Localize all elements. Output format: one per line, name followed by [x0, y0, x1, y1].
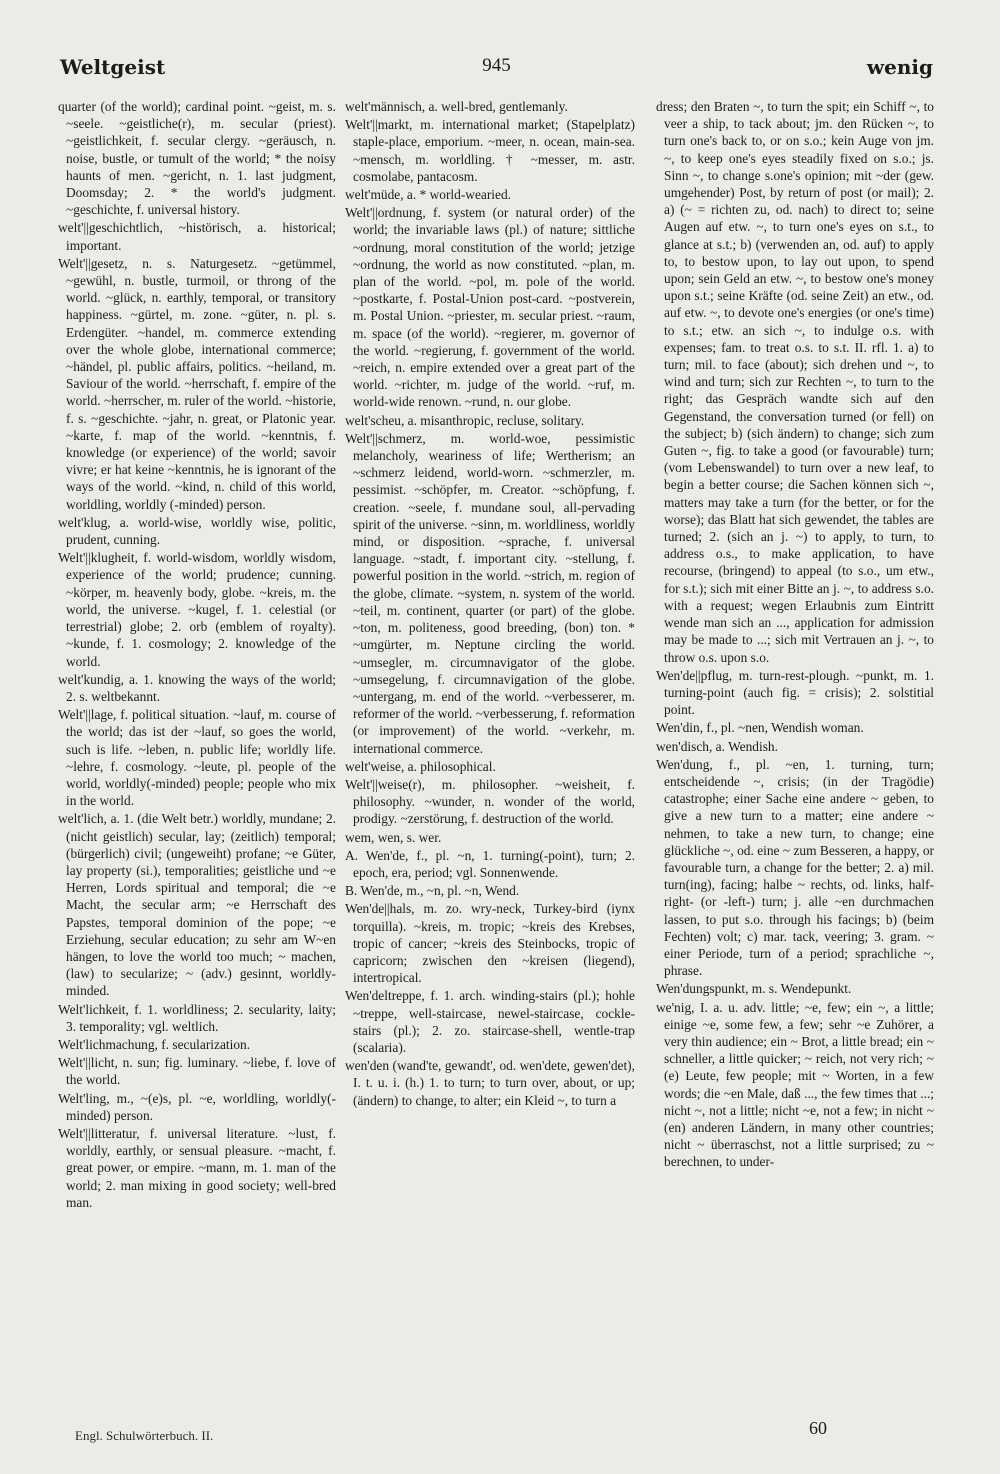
dictionary-entry: Welt'||schmerz, m. world-woe, pessimistic melancholy, weariness of life; Wertherism; an ~schmerz leidend, world-worn. ~schmerzler, m. pessimist. ~schöpfer, m. Creator. ~schöpfung, f. creation. ~seele, f. mundane soul, all-pervading spirit of the universe. ~sinn, m. worldliness, worldly mind, or disposition. ~sprache, f. universal language. ~stadt, f. important city. ~stellung, f. powerful position in the world. ~strich, m. region of the globe, climate. ~system, n. system of the world. ~teil, m. continent, quarter (or part) of the globe. ~ton, m. politeness, good breeding, (bon) ton. * ~umgürter, m. Neptune circling the world. ~umsegler, m. circumnavigator of the globe. ~umsegelung, f. circumnavigation of the globe. ~untergang, m. end of the world. ~verbesserer, m. reformer of the world. ~verbesserung, f. reformation (or improvement) of the world. ~verkehr, m. international commerce.	[345, 430, 635, 756]
dictionary-entry: Wen'de||pflug, m. turn-rest-plough. ~punkt, m. 1. turning-point (auch fig. = crisis); 2. solstitial point.	[656, 667, 934, 718]
dictionary-entry: Wen'din, f., pl. ~nen, Wendish woman.	[656, 720, 864, 736]
page-header	[60, 55, 933, 91]
dictionary-entry: dress; den Braten ~, to turn the spit; ein Schiff ~, to veer a ship, to tack about; jm. den Rücken ~, to turn one's back to, or on s.o.; kein Auge von jm. ~, to keep one's eyes steadily fixed on s.o.; js. Sinn ~, to change s.one's opinion; mit ~der (gew. umgehender) Post, by return of post (or mail); 2. a) (~ = richten zu, od. nach) to direct to; seine Augen auf etw. ~, to turn one's eyes on s.t., to glance at s.t.; b) (verwenden an, od. auf) to apply to, to bestow upon, to lay out upon, to spend upon; sein Geld an etw. ~, to bestow one's money upon s.t.; seine Kräfte (od. seine Zeit) an etw., od. auf etw. ~, to devote one's energies (or one's time) to s.t.; etw. an sich ~, to indulge o.s. with expenses; fam. to treat o.s. to s.t. II. rfl. 1. a) to turn; mil. to face (about); sich drehen und ~, to wind and turn; sich zur Rechten ~, to turn to the right; das Gespräch wandte sich auf den Gegenstand, the conversation turned (or fell) on the subject; b) (sich ändern) to change; sich zum Guten ~, fig. to take a good (or favourable) turn; (vom Lebenswandel) to turn over a new leaf, to begin a better course; die Sachen können sich ~, matters may take a turn (for the better, or for the worse); das Blatt hat sich gewendet, the tables are turned; 2. (sich an j. ~) to apply, to turn, to address o.s., to make application, to have recourse, (bringend) to appeal (to s.o., um etw., for s.t.); sich mit einer Bitte an j. ~, to address s.o. with a request; wegen Erlaubnis zum Eintritt wende man sich an ..., application for admission may be made to ...; sich mit Vertrauen an j. ~, to throw o.s. upon s.o.	[656, 99, 934, 665]
dictionary-entry: welt'||geschichtlich, ~histörisch, a. historical; important.	[58, 220, 336, 253]
dictionary-entry: welt'männisch, a. well-bred, gentlemanly.	[345, 99, 568, 114]
dictionary-entry: Wen'deltreppe, f. 1. arch. winding-stairs (pl.); hohle ~treppe, well-staircase, newel-staircase, cockle-stairs (pl.); 2. zo. staircase-shell, wentle-trap (scalaria).	[345, 988, 635, 1055]
column-right	[656, 98, 934, 1438]
footer-publisher: Engl. Schulwörterbuch. II.	[75, 1428, 214, 1443]
dictionary-entry: welt'weise, a. philosophical.	[345, 758, 496, 774]
dictionary-entry: Wen'de||hals, m. zo. wry-neck, Turkey-bird (iynx torquilla). ~kreis, m. tropic; ~kreis des Krebses, tropic of cancer; ~kreis des Steinbocks, tropic of capricorn; zwischen den ~kreisen (liegend), intertropical.	[345, 901, 635, 986]
dictionary-entry: welt'kundig, a. 1. knowing the ways of the world; 2. s. weltbekannt.	[58, 671, 336, 704]
dictionary-entry: wem, wen, s. wer.	[345, 829, 442, 845]
dictionary-entry: welt'lich, a. 1. (die Welt betr.) worldly, mundane; 2. (nicht geistlich) secular, lay; (zeitlich) temporal; (bürgerlich) civil; (ungeweiht) profane; ~e Güter, lay property (si.), temporalities; geistliche und ~e Herren, Lords spiritual and temporal; die ~e Macht, the secular arm; ~e Herrschaft des Papstes, temporal dominion of the pope; ~e Erziehung, secular education; zu sehr am W~en hängen, to love the world too much; ~ machen, (law) to secularize; ~ (adv.) gesinnt, worldly-minded.	[58, 811, 336, 999]
dictionary-entry: A. Wen'de, f., pl. ~n, 1. turning(-point), turn; 2. epoch, era, period; vgl. Sonnenwende.	[345, 847, 635, 880]
dictionary-entry: Wen'dung, f., pl. ~en, 1. turning, turn; entscheidende ~, crisis; (in der Tragödie) catastrophe; einer Sache eine andere ~ geben, to give a new turn to a matter; eine andere ~ nehmen, to take a new turn, to change; eine glückliche ~, od. eine ~ zum Besseren, a happy, or favourable turn, a change for the better; 2. a) mil. turn(ing), facing; halbe ~ rechts, od. links, half-right- (or -left-) turn; j. alle ~en durchmachen lassen, to put s.o. through his facings; b) (beim Fechten) volt; c) mar. tack, veering; 3. gram. ~ einer Periode, turn of a period; sprachliche ~, phrase.	[656, 756, 934, 979]
dictionary-entry: B. Wen'de, m., ~n, pl. ~n, Wend.	[345, 883, 520, 899]
dictionary-entry: Welt'||weise(r), m. philosopher. ~weisheit, f. philosophy. ~wunder, n. wonder of the world, prodigy. ~zerstörung, f. destruction of the world.	[345, 776, 635, 827]
column-middle	[345, 98, 635, 1438]
dictionary-entry: welt'scheu, a. misanthropic, recluse, solitary.	[345, 412, 585, 428]
dictionary-entry: Welt'lichkeit, f. 1. worldliness; 2. secularity, laity; 3. temporality; vgl. weltlich.	[58, 1001, 336, 1034]
header-left-catchword: Weltgeist	[60, 55, 166, 79]
dictionary-entry: Welt'||klugheit, f. world-wisdom, worldly wisdom, experience of the world; prudence; cunning. ~körper, m. heavenly body, globe. ~kreis, m. the world, the universe. ~kugel, f. 1. celestial (or terrestrial) globe; 2. orb (emblem of royalty). ~kunde, f. 1. cosmology; 2. knowledge of the world.	[58, 550, 336, 669]
dictionary-entry: wen'den (wand'te, gewandt', od. wen'dete, gewen'det), I. t. u. i. (h.) 1. to turn; to turn over, about, or up; (ändern) to change, to alter; ein Kleid ~, to turn a	[345, 1058, 635, 1108]
header-right-catchword: wenig	[866, 55, 933, 79]
dictionary-entry: quarter (of the world); cardinal point. ~geist, m. s. ~seele. ~geistliche(r), m. secular (priest). ~geistlichkeit, f. secular clergy. ~geräusch, n. noise, bustle, or tumult of the world; * the noisy haunts of men. ~gericht, n. 1. last judgment, Doomsday; 2. * the world's judgment. ~geschichte, f. universal history.	[58, 99, 336, 218]
sheet-signature: 60	[809, 1418, 827, 1438]
dictionary-entry: Welt'||litteratur, f. universal literature. ~lust, f. worldly, earthly, or sensual pleasure. ~macht, f. great power, or empire. ~mann, m. 1. man of the world; 2. man mixing in good society; well-bred man.	[58, 1125, 336, 1210]
dictionary-entry: welt'klug, a. world-wise, worldly wise, politic, prudent, cunning.	[58, 514, 336, 548]
dictionary-entry: Welt'||markt, m. international market; (Stapelplatz) staple-place, emporium. ~meer, n. ocean, main-sea. ~mensch, m. worldling. † ~messer, m. astr. cosmolabe, pantacosm.	[345, 117, 635, 184]
dictionary-entry: we'nig, I. a. u. adv. little; ~e, few; ein ~, a little; einige ~e, some few, a few; sehr ~e Zuhörer, a very thin audience; ein ~ Brot, a little bread; ein ~ schneller, a little quicker; ~ reich, not very rich; ~(e) Leute, few people; mit ~ Worten, in a few words; die ~en Male, daß ..., the few times that ...; nicht ~, not a little; nicht ~e, not a few; in nicht ~(en) anderen Ländern, in many other countries; nicht ~ überraschst, not a little surprised; zu ~ berechnen, to under-	[656, 999, 934, 1170]
dictionary-entry: Welt'ling, m., ~(e)s, pl. ~e, worldling, worldly(-minded) person.	[58, 1090, 336, 1123]
dictionary-entry: Welt'||lage, f. political situation. ~lauf, m. course of the world; das ist der ~lauf, so goes the world, such is life. ~leben, n. public life; worldly life. ~lehre, f. cosmology. ~leute, pl. people of the world, worldly(-minded) people; people who mix in the world.	[58, 707, 336, 809]
column-left	[58, 98, 336, 1438]
dictionary-entry: welt'müde, a. * world-wearied.	[345, 187, 512, 203]
dictionary-entry: wen'disch, a. Wendish.	[656, 738, 778, 754]
page-number: 945	[482, 55, 511, 76]
dictionary-entry: Welt'lichmachung, f. secularization.	[58, 1036, 251, 1052]
dictionary-entry: Welt'||licht, n. sun; fig. luminary. ~liebe, f. love of the world.	[58, 1055, 336, 1088]
dictionary-entry: Welt'||gesetz, n. s. Naturgesetz. ~getümmel, ~gewühl, n. bustle, turmoil, or throng of the world. ~glück, n. earthly, temporal, or transitory happiness. ~gürtel, m. zone. ~güter, n. pl. s. Erdengüter. ~handel, m. commerce extending over the whole globe, international commerce; ~händel, pl. public affairs, politics. ~heiland, m. Saviour of the world. ~herrschaft, f. empire of the world. ~herrscher, m. ruler of the world. ~historie, f. s. ~geschichte. ~jahr, n. great, or Platonic year. ~karte, f. map of the world. ~kenntnis, f. knowledge (or experience) of the world; savoir vivre; er hat keine ~kenntnis, he is ignorant of the ways of the world. ~kind, n. child of this world, worldling, worldly (-minded) person.	[58, 255, 336, 512]
dictionary-entry: Wen'dungspunkt, m. s. Wendepunkt.	[656, 981, 852, 997]
dictionary-entry: Welt'||ordnung, f. system (or natural order) of the world; the invariable laws (pl.) of nature; sittliche ~ordnung, moral constitution of the world; jetzige ~ordnung, the world as now constituted. ~plan, m. plan of the world. ~pol, m. pole of the world. ~postkarte, f. Postal-Union post-card. ~postverein, m. Postal Union. ~priester, m. secular priest. ~raum, m. space (of the world). ~regierer, m. governor of the world. ~regierung, f. government of the world. ~reich, n. empire extended over a great part of the world. ~richter, m. judge of the world. ~ruf, m. world-wide renown. ~rund, n. our globe.	[345, 205, 635, 410]
